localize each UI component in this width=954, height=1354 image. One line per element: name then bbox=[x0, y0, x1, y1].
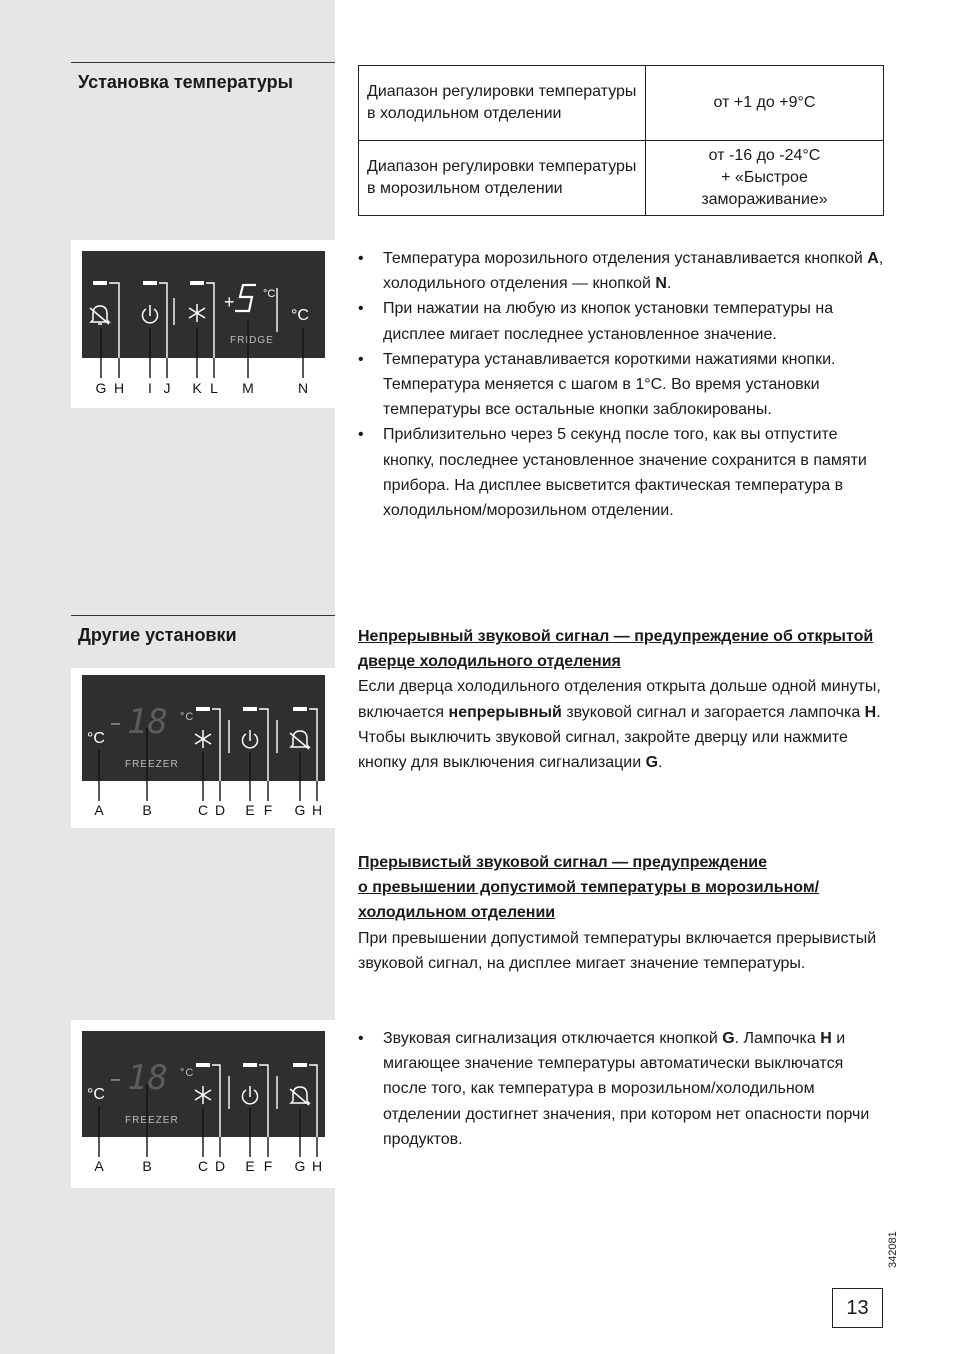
table-cell-label: Диапазон регулировки температуры в холодильном отделении bbox=[359, 66, 646, 141]
display-unit: °C bbox=[180, 1067, 195, 1079]
value-line: от +1 до +9°C bbox=[713, 94, 816, 111]
led-indicator bbox=[243, 1063, 257, 1067]
page-number: 13 bbox=[832, 1288, 883, 1328]
led-indicator bbox=[190, 281, 204, 285]
callout-letter: M bbox=[242, 380, 254, 396]
continuous-alarm-body: Если дверца холодильного отделения открыта дольше одной минуты, включается непрерывный звуковой сигнал и загорается лампочка H. bbox=[358, 678, 881, 721]
celsius-key-icon: °C bbox=[87, 1086, 105, 1103]
led-indicator bbox=[143, 281, 157, 285]
section-rule bbox=[71, 62, 335, 63]
intermittent-alarm-body: При превышении допустимой температуры включается прерывистый звуковой сигнал, на дисплее мигает значение температуры. bbox=[358, 929, 877, 972]
freezer-panel-diagram-2 bbox=[71, 1020, 335, 1188]
display-digits: 18 bbox=[127, 1058, 168, 1098]
table-cell-label: Диапазон регулировки температуры в морозильном отделении bbox=[359, 141, 646, 216]
callout-letter: G bbox=[294, 802, 306, 818]
table-row bbox=[359, 141, 884, 216]
callout-letter: B bbox=[142, 802, 152, 818]
display-unit: °C bbox=[180, 711, 195, 723]
led-indicator bbox=[243, 707, 257, 711]
table-row bbox=[359, 66, 884, 141]
led-indicator bbox=[293, 1063, 307, 1067]
led-indicator bbox=[293, 707, 307, 711]
callout-letter: E bbox=[245, 802, 255, 818]
display-unit: °C bbox=[263, 288, 276, 300]
fridge-panel-diagram bbox=[71, 240, 335, 408]
callout-letter: C bbox=[197, 802, 209, 818]
value-line: от -16 до -24°C bbox=[708, 147, 821, 164]
callout-letter: J bbox=[163, 380, 171, 396]
continuous-alarm-heading: Непрерывный звуковой сигнал — предупреждение об открытой дверце холодильного отделения bbox=[358, 628, 874, 671]
callout-letter: G bbox=[95, 380, 107, 396]
document-number bbox=[880, 1228, 920, 1268]
callout-letter: A bbox=[94, 1158, 104, 1174]
display-sign: + bbox=[224, 292, 235, 312]
table-cell-value bbox=[646, 141, 884, 216]
display-label: FRIDGE bbox=[230, 335, 274, 346]
list-item: • Температура устанавливается короткими нажатиями кнопки. Температура меняется с шагом в 1°C. Во время установки температуры все остальные кнопки заблокированы. bbox=[358, 347, 888, 423]
freezer-panel-diagram bbox=[71, 668, 335, 828]
callout-letter: H bbox=[311, 1158, 323, 1174]
celsius-key-icon: °C bbox=[87, 730, 105, 747]
callout-letter: C bbox=[197, 1158, 209, 1174]
callout-letter: G bbox=[294, 1158, 306, 1174]
callout-letter: H bbox=[311, 802, 323, 818]
led-indicator bbox=[196, 1063, 210, 1067]
display-label: FREEZER bbox=[125, 759, 179, 770]
callout-letter: E bbox=[245, 1158, 255, 1174]
display-label: FREEZER bbox=[125, 1115, 179, 1126]
list-item: • Звуковая сигнализация отключается кнопкой G. Лампочка H и мигающее значение температуры автоматически выключатся после того, как температура в морозильном/холодильном отделении достигнет значения, при котором нет опасности порчи продуктов. bbox=[358, 1026, 878, 1152]
callout-letter: F bbox=[263, 1158, 273, 1174]
table-cell-value bbox=[646, 66, 884, 141]
section-title-temperature: Установка температуры bbox=[78, 72, 294, 92]
display-sign: – bbox=[111, 1071, 121, 1088]
display-sign: – bbox=[111, 715, 121, 732]
section-title-other: Другие установки bbox=[78, 625, 237, 645]
bullet-list-temperature bbox=[358, 246, 888, 523]
callout-letter: K bbox=[192, 380, 202, 396]
list-item: • При нажатии на любую из кнопок установки температуры на дисплее мигает последнее установленное значение. bbox=[358, 296, 888, 346]
callout-letter: B bbox=[142, 1158, 152, 1174]
callout-letter: D bbox=[214, 1158, 226, 1174]
value-line: замораживание» bbox=[701, 191, 828, 208]
continuous-alarm-body-2: Чтобы выключить звуковой сигнал, закройте дверцу или нажмите кнопку для выключения сигнализации G. bbox=[358, 728, 848, 772]
led-indicator bbox=[93, 281, 107, 285]
callout-letter: N bbox=[297, 380, 309, 396]
intermittent-alarm-heading-line: о превышении допустимой температуры в морозильном/ bbox=[358, 879, 820, 897]
list-item: • Температура морозильного отделения устанавливается кнопкой A, холодильного отделения — кнопкой N. bbox=[358, 246, 888, 296]
doc-number-text: 342081 bbox=[887, 1231, 899, 1268]
section-rule bbox=[71, 615, 335, 616]
callout-letter: H bbox=[113, 380, 125, 396]
intermittent-alarm-heading-line: холодильном отделении bbox=[358, 904, 556, 922]
value-line: + «Быстрое bbox=[721, 169, 808, 186]
intermittent-alarm-heading-line: Прерывистый звуковой сигнал — предупреждение bbox=[358, 854, 768, 871]
callout-letter: A bbox=[94, 802, 104, 818]
callout-letter: L bbox=[210, 380, 218, 396]
continuous-alarm-block bbox=[358, 624, 888, 775]
list-item: • Приблизительно через 5 секунд после того, как вы отпустите кнопку, последнее установленное значение сохранится в памяти прибора. На дисплее высветится фактическая температура в холодильном/морозильном отделении. bbox=[358, 422, 888, 523]
callout-letter: I bbox=[148, 380, 152, 396]
display-digits: 18 bbox=[127, 702, 168, 742]
celsius-key-icon: °C bbox=[291, 307, 309, 324]
intermittent-alarm-block bbox=[358, 850, 898, 976]
callout-letter: D bbox=[214, 802, 226, 818]
led-indicator bbox=[196, 707, 210, 711]
bullet-list-alarm bbox=[358, 1026, 878, 1152]
callout-letter: F bbox=[263, 802, 273, 818]
spec-table bbox=[358, 65, 884, 216]
